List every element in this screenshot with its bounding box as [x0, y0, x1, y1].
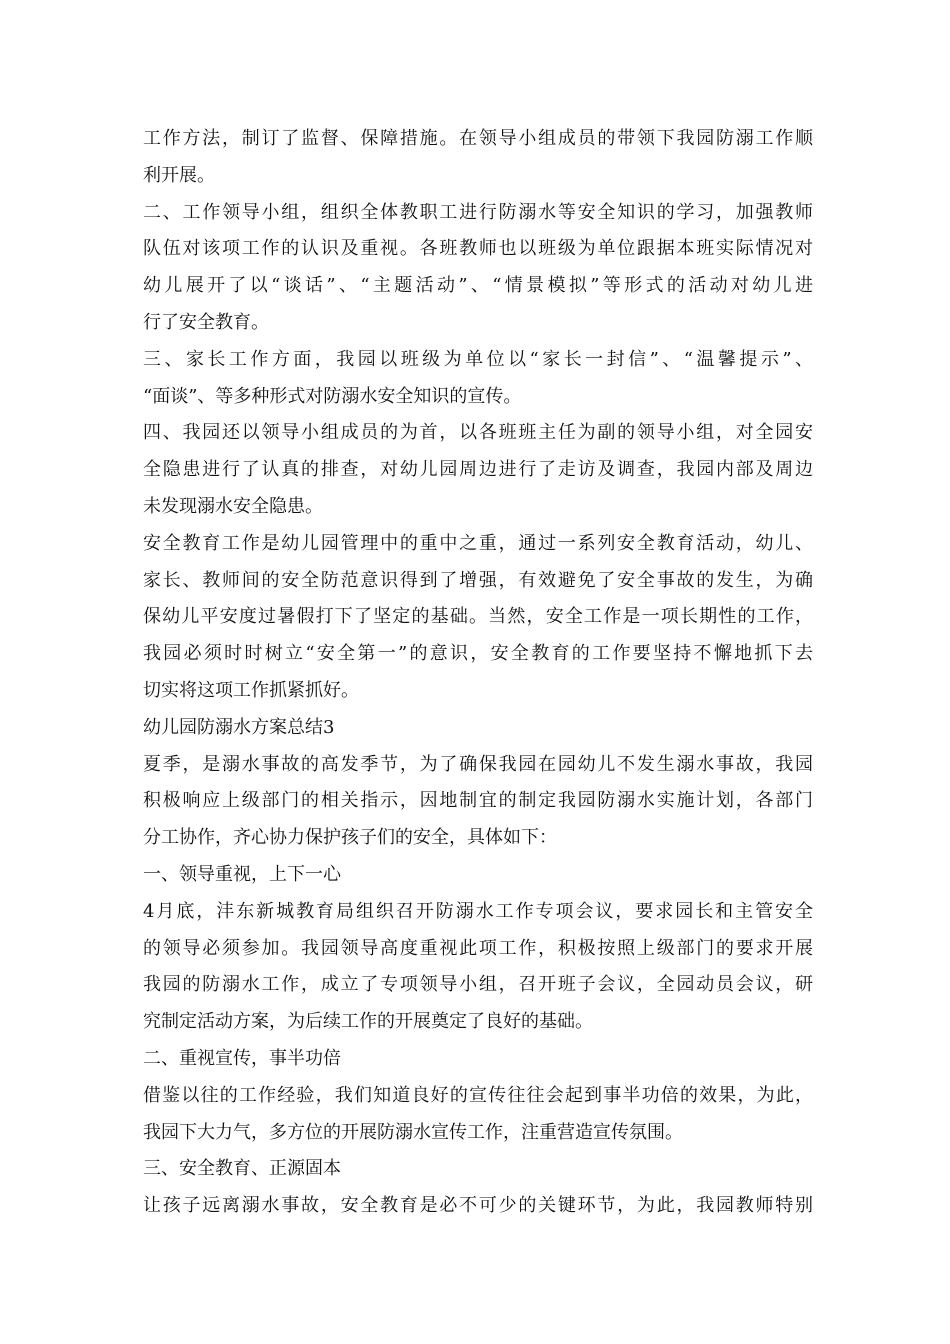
text-line: 夏季，是溺水事故的高发季节，为了确保我园在园幼儿不发生溺水事故，我园	[143, 753, 813, 775]
text-line: 队伍对该项工作的认识及重视。各班教师也以班级为单位跟据本班实际情况对	[143, 238, 813, 260]
text-line: “面谈”、等多种形式对防溺水安全知识的宣传。	[143, 385, 522, 407]
text-line: 我园下大力气，多方位的开展防溺水宣传工作，注重营造宣传氛围。	[143, 1121, 683, 1143]
text-line: 一、领导重视，上下一心	[143, 863, 341, 885]
text-line: 借鉴以往的工作经验，我们知道良好的宣传往往会起到事半功倍的效果，为此，	[143, 1084, 813, 1106]
text-line: 保幼儿平安度过暑假打下了坚定的基础。当然，安全工作是一项长期性的工作，	[143, 606, 813, 628]
text-line: 安全教育工作是幼儿园管理中的重中之重，通过一系列安全教育活动，幼儿、	[143, 532, 813, 554]
text-line: 究制定活动方案，为后续工作的开展奠定了良好的基础。	[143, 1011, 593, 1033]
document-body	[143, 121, 813, 1225]
text-line: 切实将这项工作抓紧抓好。	[143, 679, 359, 701]
text-line: 我园的防溺水工作，成立了专项领导小组，召开班子会议，全园动员会议，研	[143, 974, 813, 996]
text-line: 全隐患进行了认真的排查，对幼儿园周边进行了走访及调查，我园内部及周边	[143, 459, 813, 481]
text-line: 行了安全教育。	[143, 311, 269, 333]
text-line: 三、安全教育、正源固本	[143, 1158, 341, 1180]
text-line: 我园必须时时树立“安全第一”的意识，安全教育的工作要坚持不懈地抓下去	[143, 643, 813, 665]
text-line: 让孩子远离溺水事故，安全教育是必不可少的关键环节，为此，我园教师特别	[143, 1195, 813, 1217]
text-line: 4月底，沣东新城教育局组织召开防溺水工作专项会议，要求园长和主管安全	[143, 900, 813, 922]
text-line: 幼儿园防溺水方案总结3	[143, 716, 335, 738]
text-line: 幼儿展开了以“谈话”、“主题活动”、“情景模拟”等形式的活动对幼儿进	[143, 275, 813, 297]
text-line: 二、重视宣传，事半功倍	[143, 1047, 341, 1069]
text-line: 利开展。	[143, 164, 215, 186]
text-line: 家长、教师间的安全防范意识得到了增强，有效避免了安全事故的发生，为确	[143, 569, 813, 591]
text-line: 三、家长工作方面，我园以班级为单位以“家长一封信”、“温馨提示”、	[143, 348, 813, 370]
text-line: 的领导必须参加。我园领导高度重视此项工作，积极按照上级部门的要求开展	[143, 937, 813, 959]
text-line: 四、我园还以领导小组成员的为首，以各班班主任为副的领导小组，对全园安	[143, 422, 813, 444]
text-line: 未发现溺水安全隐患。	[143, 495, 323, 517]
text-line: 分工协作，齐心协力保护孩子们的安全，具体如下：	[143, 827, 557, 849]
text-line: 工作方法，制订了监督、保障措施。在领导小组成员的带领下我园防溺工作顺	[143, 128, 813, 149]
text-line: 二、工作领导小组，组织全体教职工进行防溺水等安全知识的学习，加强教师	[143, 201, 813, 223]
text-line: 积极响应上级部门的相关指示，因地制宜的制定我园防溺水实施计划，各部门	[143, 790, 813, 812]
